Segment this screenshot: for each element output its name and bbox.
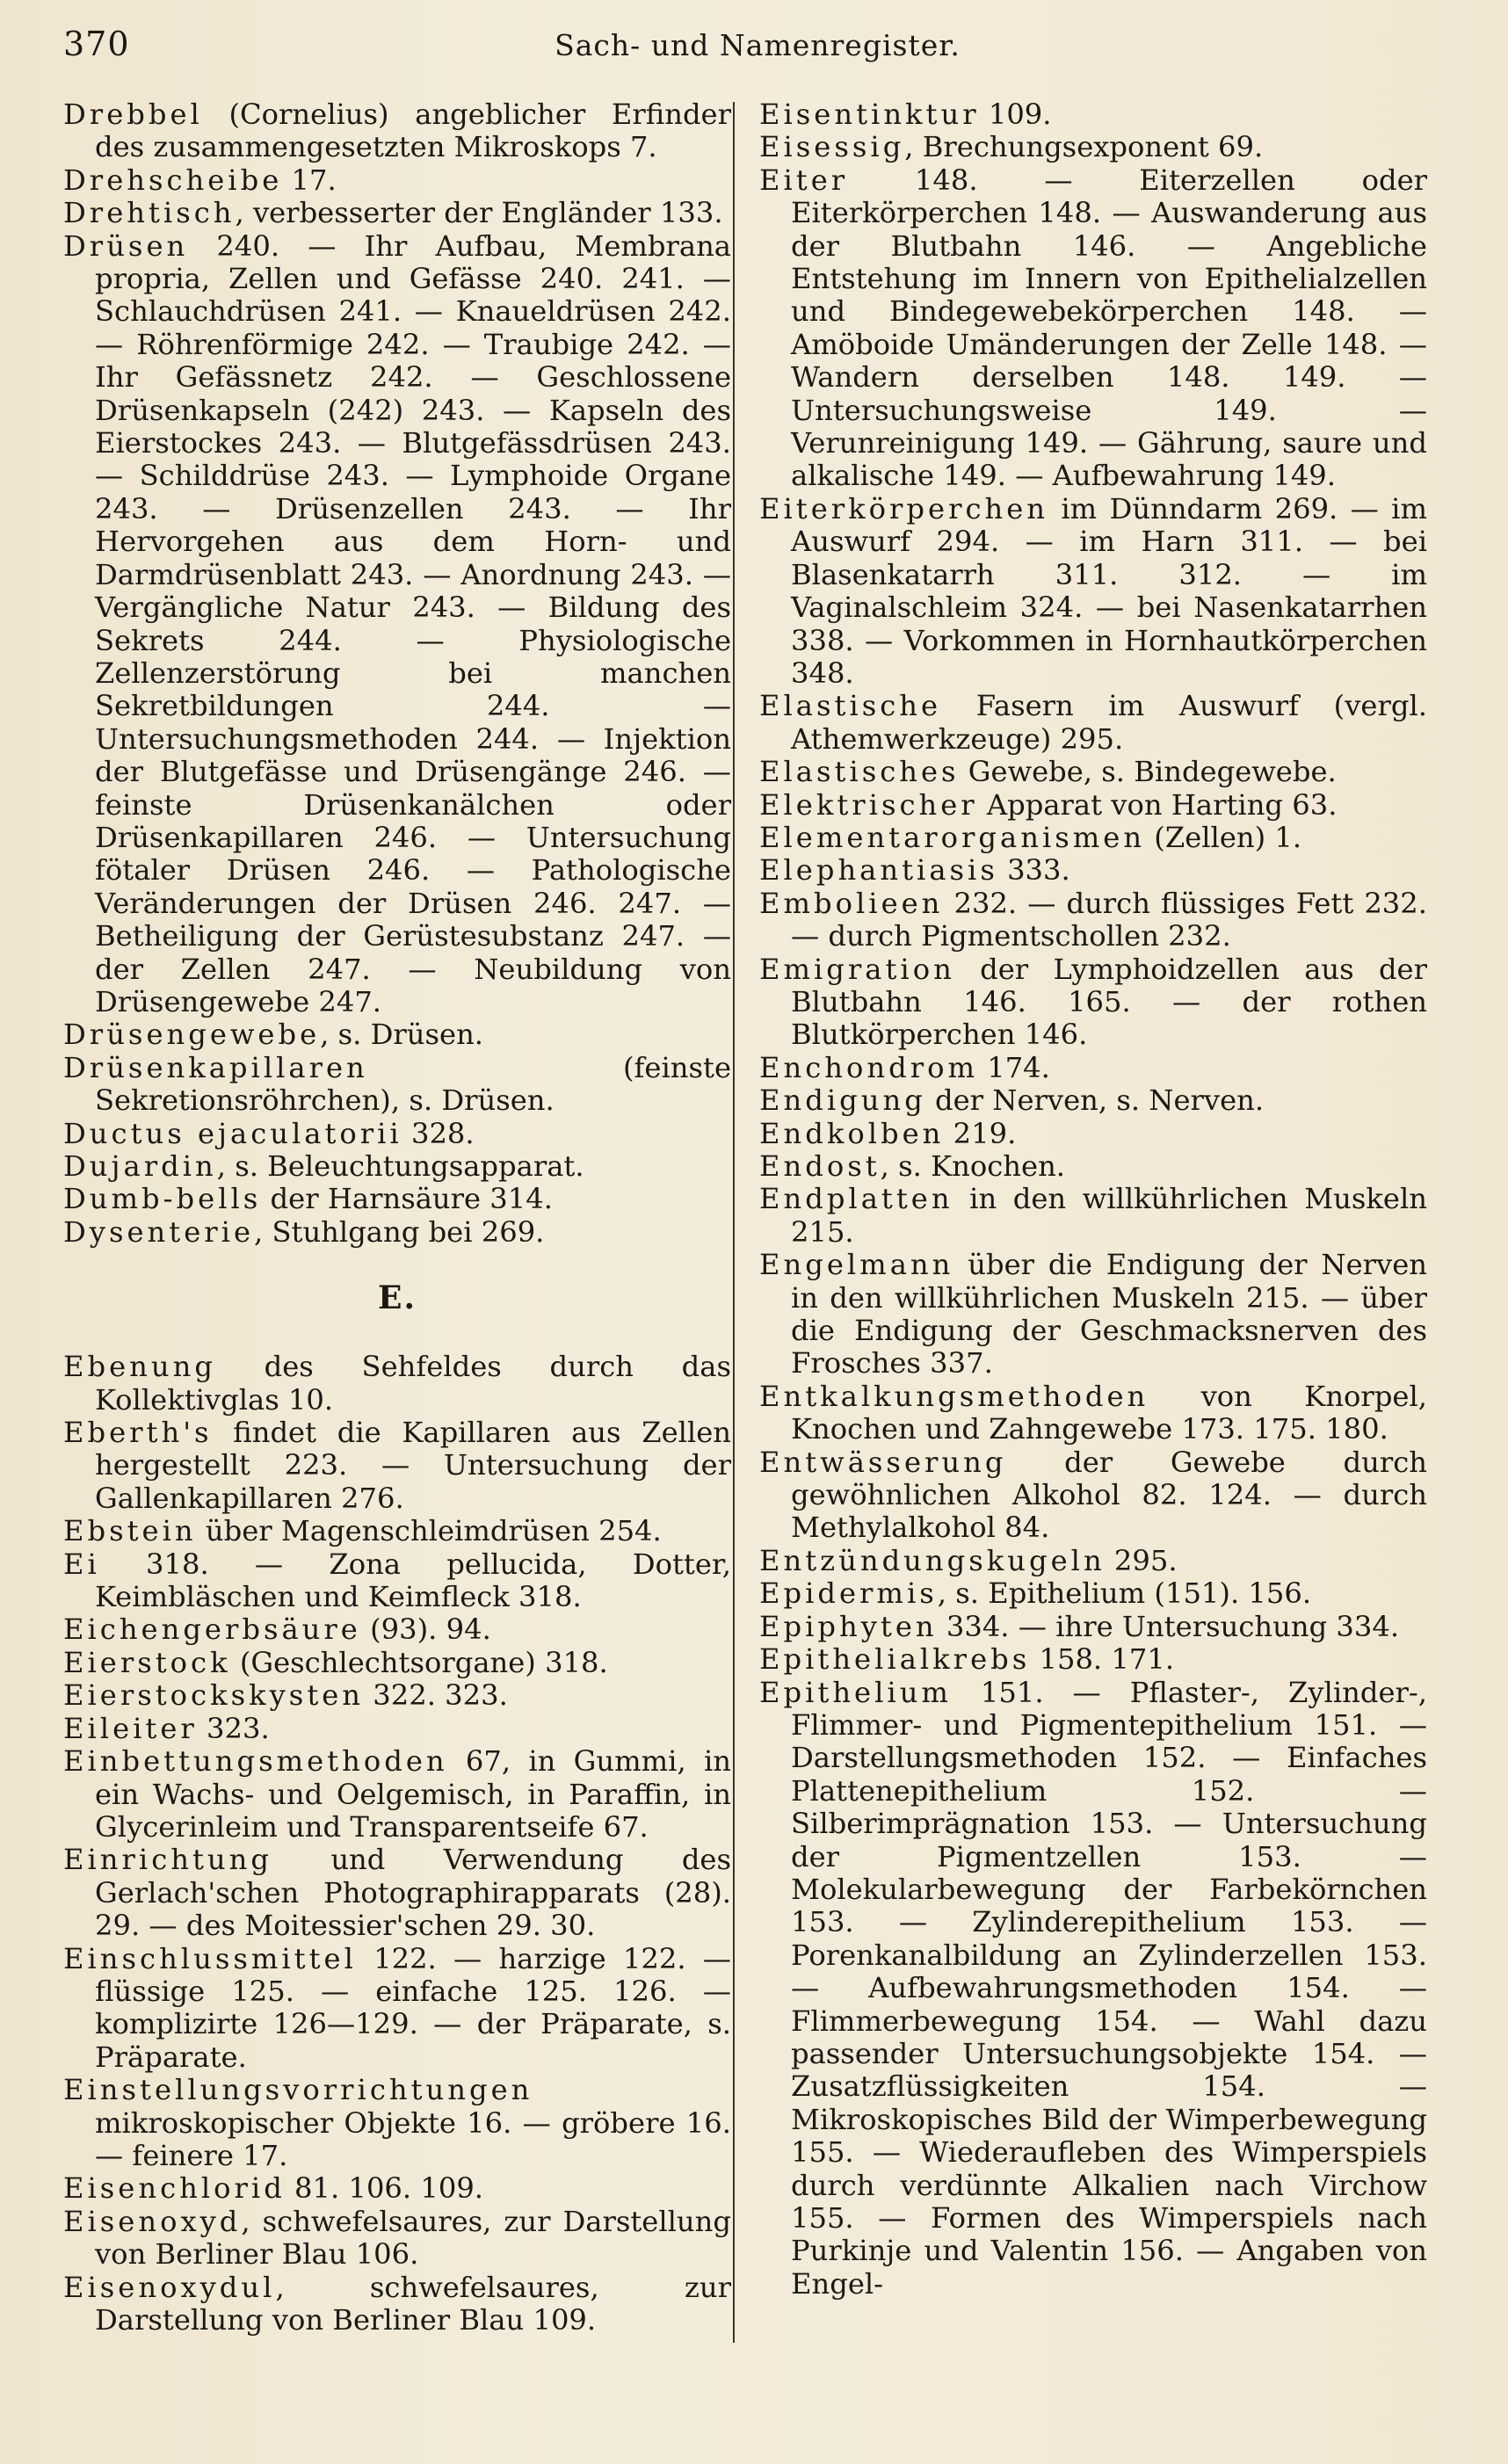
index-entry — [63, 2272, 731, 2337]
index-term: Ebstein — [63, 1514, 197, 1548]
index-entry — [63, 1052, 731, 1118]
index-text: 151. — Pflaster-, Zylinder-, Flimmer- und Pigmentepithelium 151. — Darstellungsmethoden 152. — Einfaches Plattenepithelium 152. — Silberimprägnation 153. — Untersuchung der Pigmentzellen 153. — Molekularbewegung der Farbekörnchen 153. — Zylinderepithelium 153. — Porenkanalbildung an Zylinderzellen 153. — Aufbewahrungsmethoden 154. — Flimmerbewegung 154. — Wahl dazu passender Untersuchungsobjekte 154. — Zusatzflüssigkeiten 154. — Mikroskopisches Bild der Wimperbewegung 155. — Wiederaufleben des Wimperspiels durch verdünnte Alkalien nach Virchow 155. — Formen des Wimperspiels nach Purkinje und Valentin 156. — Angaben von Engel- — [791, 1675, 1427, 2301]
index-text: 322. 323. — [364, 1678, 508, 1713]
index-term: Engelmann — [759, 1248, 954, 1282]
index-term: Entkalkungsmethoden — [759, 1379, 1149, 1413]
index-entry — [63, 1150, 731, 1183]
index-text: , s. Knochen. — [880, 1149, 1066, 1183]
index-entry — [63, 197, 731, 229]
index-text: (93). 94. — [360, 1612, 491, 1647]
index-term: Eisenoxyd — [63, 2204, 242, 2238]
index-entry — [63, 2172, 731, 2205]
index-entry — [759, 493, 1427, 690]
index-term: Drüsenkapillaren — [63, 1050, 368, 1084]
index-entry — [759, 1545, 1427, 1577]
index-entry — [759, 789, 1427, 822]
index-text: , verbesserter der Engländer 133. — [235, 196, 723, 230]
index-entry — [759, 1118, 1427, 1150]
index-text: , s. Beleuchtungsapparat. — [216, 1149, 584, 1183]
index-text: findet die Kapillaren aus Zellen hergestellt 223. — Untersuchung der Gallenkapillaren 276. — [95, 1416, 731, 1515]
index-term: Eisenoxydul — [63, 2270, 276, 2304]
index-term: Elektrischer — [759, 787, 978, 822]
index-text: Fasern im Auswurf (vergl. Athemwerkzeuge) 295. — [791, 689, 1427, 756]
index-term: Eisessig — [759, 130, 905, 164]
index-text: (Cornelius) angeblicher Erfinder des zusammengesetzten Mikroskops 7. — [95, 98, 731, 164]
index-text: 333. — [997, 853, 1070, 888]
index-entry — [759, 1084, 1427, 1117]
index-entry — [759, 1611, 1427, 1643]
index-term: Epidermis — [759, 1576, 938, 1611]
index-term: Eiter — [759, 163, 849, 197]
index-entry — [759, 888, 1427, 953]
index-text: 323. — [197, 1711, 270, 1745]
index-term: Emigration — [759, 952, 955, 986]
index-entry — [759, 1381, 1427, 1446]
index-text: und Verwendung des Gerlach'schen Photographirapparats (28). 29. — des Moitessier'schen 29. 30. — [95, 1843, 731, 1943]
index-entry — [759, 953, 1427, 1052]
index-term: Endigung — [759, 1083, 926, 1118]
index-term: Eierstock — [63, 1645, 231, 1679]
index-term: Elephantiasis — [759, 853, 998, 888]
page-number: 370 — [63, 25, 130, 63]
index-entry — [63, 1548, 731, 1614]
page-header — [63, 25, 1452, 69]
index-text: (feinste Sekretionsröhrchen), s. Drüsen. — [95, 1050, 731, 1118]
index-text: von Knorpel, Knochen und Zahngewebe 173. 175. 180. — [791, 1379, 1427, 1446]
index-entry — [759, 1052, 1427, 1084]
index-text: (Zellen) 1. — [1145, 820, 1302, 854]
index-entry — [759, 1183, 1427, 1249]
index-term: Einbettungsmethoden — [63, 1744, 448, 1779]
index-term: Entwässerung — [759, 1445, 1007, 1479]
index-text: , schwefelsaures, zur Darstellung von Berliner Blau 106. — [95, 2204, 731, 2272]
index-text: Gewebe, s. Bindegewebe. — [959, 755, 1337, 789]
index-entry — [63, 1216, 731, 1249]
index-text: in den willkührlichen Muskeln 215. — [791, 1182, 1427, 1249]
index-text: 174. — [977, 1050, 1050, 1084]
index-term: Dumb-bells — [63, 1182, 262, 1216]
index-text: (Geschlechtsorgane) 318. — [230, 1645, 608, 1679]
index-entry — [63, 1679, 731, 1712]
index-entries-d — [63, 98, 731, 1249]
index-text: 295. — [1105, 1543, 1178, 1577]
index-term: Eiterkörperchen — [759, 491, 1049, 525]
index-text: 122. — harzige 122. — flüssige 125. — einfache 125. 126. — komplizirte 126—129. — der Präparate, s. Präparate. — [95, 1941, 731, 2074]
left-column — [63, 98, 731, 2337]
running-title: Sach- und Namenregister. — [555, 28, 961, 62]
index-term: Endost — [759, 1149, 881, 1183]
index-entry — [63, 98, 731, 164]
index-term: Eisentinktur — [759, 98, 980, 131]
index-entry — [63, 1613, 731, 1646]
index-text: , schwefelsaures, zur Darstellung von Berliner Blau 109. — [95, 2270, 731, 2337]
index-entries-e-continued — [759, 98, 1427, 2301]
index-entry — [63, 1713, 731, 1745]
index-entry — [63, 1183, 731, 1215]
index-term: Endplatten — [759, 1182, 953, 1216]
index-entry — [63, 2206, 731, 2272]
column-divider — [733, 102, 735, 2343]
index-term: Dujardin — [63, 1149, 217, 1183]
index-text: 109. — [979, 98, 1052, 131]
index-text: 328. — [402, 1116, 475, 1150]
index-entry — [759, 854, 1427, 887]
index-entry — [63, 1943, 731, 2075]
index-term: Entzündungskugeln — [759, 1543, 1106, 1577]
index-entry — [63, 2074, 731, 2172]
index-text: 67, in Gummi, in ein Wachs- und Oelgemisch, in Paraffin, in Glycerinleim und Transparentseife 67. — [95, 1744, 731, 1844]
right-column — [759, 98, 1427, 2301]
index-text: der Nerven, s. Nerven. — [925, 1083, 1265, 1118]
index-entry — [63, 1417, 731, 1515]
index-entry — [759, 690, 1427, 756]
index-text: , s. Epithelium (151). 156. — [937, 1576, 1312, 1611]
index-entry — [759, 1150, 1427, 1183]
index-entry — [63, 1745, 731, 1844]
index-text: 334. — ihre Untersuchung 334. — [937, 1609, 1400, 1643]
index-term: Epiphyten — [759, 1609, 938, 1643]
index-entry — [63, 230, 731, 1019]
index-entry — [63, 1118, 731, 1150]
index-text: 148. — Eiterzellen oder Eiterkörperchen 148. — Auswanderung aus der Blutbahn 146. — Angebliche Entstehung im Innern von Epithelialzellen und Bindegewebekörperchen 148. — Amöboide Umänderungen der Zelle 148. — Wandern derselben 148. 149. — Untersuchungsweise 149. — Verunreinigung 149. — Gährung, saure und alkalische 149. — Aufbewahrung 149. — [791, 163, 1427, 493]
index-term: Ei — [63, 1547, 100, 1581]
index-entry — [759, 1643, 1427, 1676]
index-term: Drehtisch — [63, 196, 236, 230]
index-term: Ductus ejaculatorii — [63, 1116, 402, 1150]
index-text: 232. — durch flüssiges Fett 232. — durch Pigmentschollen 232. — [791, 886, 1427, 953]
index-entry — [759, 1677, 1427, 2301]
index-text: 318. — Zona pellucida, Dotter, Keimbläschen und Keimfleck 318. — [95, 1547, 731, 1614]
index-text: 158. 171. — [1030, 1642, 1175, 1677]
index-term: Endkolben — [759, 1116, 945, 1150]
index-entry — [759, 756, 1427, 788]
index-term: Enchondrom — [759, 1050, 978, 1084]
index-entries-e — [63, 1351, 731, 2337]
index-text: über die Endigung der Nerven in den willkührlichen Muskeln 215. — über die Endigung der Geschmacksnerven des Frosches 337. — [791, 1248, 1427, 1381]
index-term: Eberth's — [63, 1416, 213, 1450]
index-text: der Gewebe durch gewöhnlichen Alkohol 82. 124. — durch Methylalkohol 84. — [791, 1445, 1427, 1545]
index-entry — [63, 164, 731, 197]
index-term: Eisenchlorid — [63, 2171, 286, 2206]
index-term: Eierstockskysten — [63, 1678, 365, 1713]
index-text: 219. — [944, 1116, 1017, 1150]
index-term: Drehscheibe — [63, 163, 283, 197]
index-entry — [63, 1515, 731, 1547]
index-text: des Sehfeldes durch das Kollektivglas 10. — [95, 1350, 731, 1417]
index-entry — [63, 1647, 731, 1679]
index-entry — [63, 1844, 731, 1942]
index-entry — [759, 1249, 1427, 1381]
index-term: Drüsen — [63, 228, 189, 263]
index-term: Eileiter — [63, 1711, 198, 1745]
index-text: , s. Drüsen. — [320, 1018, 484, 1052]
section-letter-e: E. — [378, 1279, 417, 1317]
index-term: Dysenterie — [63, 1214, 254, 1249]
index-term: Einrichtung — [63, 1843, 272, 1877]
index-term: Drüsengewebe — [63, 1018, 321, 1052]
index-text: 81. 106. 109. — [285, 2171, 484, 2206]
index-text: der Harnsäure 314. — [261, 1182, 553, 1216]
index-entry — [759, 131, 1427, 163]
index-text: 17. — [282, 163, 337, 197]
index-entry — [759, 1446, 1427, 1545]
index-term: Embolieen — [759, 886, 944, 920]
index-text: im Dünndarm 269. — im Auswurf 294. — im Harn 311. — bei Blasenkatarrh 311. 312. — im Vaginalschleim 324. — bei Nasenkatarrhen 338. — Vorkommen in Hornhautkörperchen 348. — [791, 491, 1427, 690]
index-term: Eichengerbsäure — [63, 1612, 361, 1647]
index-text: Apparat von Harting 63. — [977, 787, 1338, 822]
index-term: Einstellungsvorrichtungen — [63, 2073, 533, 2107]
index-term: Epithelium — [759, 1675, 952, 1709]
index-text: über Magenschleimdrüsen 254. — [196, 1514, 662, 1548]
index-entry — [63, 1351, 731, 1417]
index-text: 240. — Ihr Aufbau, Membrana propria, Zellen und Gefässe 240. 241. — Schlauchdrüsen 241. — Knaueldrüsen 242. — Röhrenförmige 242. — Traubige 242. — Ihr Gefässnetz 242. — Geschlossene Drüsenkapseln (242) 243. — Kapseln des Eierstockes 243. — Blutgefässdrüsen 243. — Schilddrüse 243. — Lymphoide Organe 243. — Drüsenzellen 243. — Ihr Hervorgehen aus dem Horn- und Darmdrüsenblatt 243. — Anordnung 243. — Vergängliche Natur 243. — Bildung des Sekrets 244. — Physiologische Zellenzerstörung bei manchen Sekretbildungen 244. — Untersuchungsmethoden 244. — Injektion der Blutgefässe und Drüsengänge 246. — feinste Drüsenkanälchen oder Drüsenkapillaren 246. — Untersuchung fötaler Drüsen 246. — Pathologische Veränderungen der Drüsen 246. 247. — Betheiligung der Gerüstesubstanz 247. — der Zellen 247. — Neubildung von Drüsengewebe 247. — [95, 228, 731, 1018]
index-term: Elementarorganismen — [759, 820, 1146, 854]
index-text: , Stuhlgang bei 269. — [254, 1214, 545, 1249]
index-entry — [759, 98, 1427, 131]
index-entry — [759, 1577, 1427, 1610]
index-entry — [759, 164, 1427, 493]
index-term: Elastische — [759, 689, 942, 723]
index-text: mikroskopischer Objekte 16. — gröbere 16. — feinere 17. — [95, 2105, 731, 2172]
index-term: Ebenung — [63, 1350, 216, 1384]
index-text: , Brechungsexponent 69. — [904, 130, 1264, 164]
index-term: Elastisches — [759, 755, 960, 789]
index-entry — [759, 822, 1427, 854]
index-term: Einschlussmittel — [63, 1941, 357, 1975]
index-entry — [63, 1018, 731, 1051]
index-term: Drebbel — [63, 98, 203, 131]
index-text: der Lymphoidzellen aus der Blutbahn 146. 165. — der rothen Blutkörperchen 146. — [791, 952, 1427, 1052]
index-term: Epithelialkrebs — [759, 1642, 1031, 1677]
